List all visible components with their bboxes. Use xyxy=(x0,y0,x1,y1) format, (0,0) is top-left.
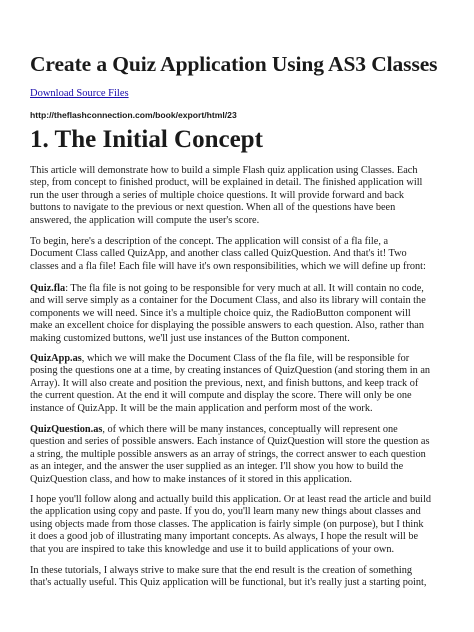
paragraph-intro xyxy=(30,165,458,227)
text-line: question and series of possible answers. Each instance of QuizQuestion will store the question as xyxy=(30,436,430,448)
text-line: using objects made from those classes. The application is fairly simple (on purpose), but I think xyxy=(30,518,424,530)
text-line: step, from concept to finished product, will be explained in detail. The finished application will xyxy=(30,177,423,189)
text-line: that you are inspired to take this knowledge and use it to build applications of your own. xyxy=(30,543,395,555)
text-run: , of which there will be many instances, conceptually will represent one xyxy=(102,424,398,435)
text-line xyxy=(30,353,458,365)
text-line: answered, the application will compute the user's score. xyxy=(30,214,260,226)
paragraph-quizquestion xyxy=(30,424,458,486)
text-line: make an excellent choice for displaying the possible answers to each question. Also, rather than xyxy=(30,320,425,332)
paragraph-quizapp xyxy=(30,353,458,415)
text-run: , which we will make the Document Class of the fla file, will be responsible for xyxy=(81,353,410,364)
text-line: and will serve simply as a container for the Document Class, and also its library will contain the xyxy=(30,295,426,307)
text-run: : The fla file is not going to be responsible for very much at all. It will contain no code, xyxy=(65,283,424,294)
text-line: a string, the multiple possible answers as an array of strings, the correct answer to each question xyxy=(30,448,426,460)
text-line: posing the questions one at a time, by creating instances of QuizQuestion (and storing them in an xyxy=(30,365,431,377)
text-line: Array). It will also create and position the previous, next, and finish buttons, and keep track of xyxy=(30,377,419,389)
section-heading: 1. The Initial Concept xyxy=(30,126,263,153)
paragraph-concept xyxy=(30,236,458,273)
text-line: Document Class called QuizApp, and another class called QuizQuestion. And that's it! Two xyxy=(30,248,407,260)
term-quiz-fla: Quiz.fla xyxy=(30,283,66,294)
page-title: Create a Quiz Application Using AS3 Classes xyxy=(30,52,438,76)
term-quizapp: QuizApp.as xyxy=(30,353,82,364)
download-source-link[interactable]: Download Source Files xyxy=(30,88,129,99)
text-line: the application using copy and paste. If you do, you'll learn many new things about classes and xyxy=(30,506,421,518)
paragraph-follow-along xyxy=(30,494,458,556)
text-line: the current question. At the end it will compute and display the score. There will only be one xyxy=(30,390,412,402)
text-line: This article will demonstrate how to build a simple Flash quiz application using Classes. Each xyxy=(30,165,418,176)
text-line: components we will need. Since it's a multiple choice quiz, the RadioButton component will xyxy=(30,307,411,319)
source-url: http://theflashconnection.com/book/export/html/23 xyxy=(30,110,237,120)
text-line xyxy=(30,424,458,436)
text-line: it does a good job of illustrating many important concepts. As always, I hope the result will be xyxy=(30,531,419,543)
paragraph-quiz-fla xyxy=(30,283,458,345)
text-line: QuizQuestion class, and how to make instances of it stored in this application. xyxy=(30,473,352,485)
text-line: that's actually useful. This Quiz application will be functional, but it's really just a starting point, xyxy=(30,577,427,589)
text-line xyxy=(30,283,458,295)
text-line: To begin, here's a description of the concept. The application will consist of a fla file, a xyxy=(30,236,389,247)
paragraph-tutorials xyxy=(30,565,458,590)
text-line: instance of QuizApp. It will be the main application and perform most of the work. xyxy=(30,402,373,414)
text-line: as an integer, and the answer the user supplied as an integer. I'll show you how to build the xyxy=(30,461,404,473)
text-line: run the user through a series of multiple choice questions. It will provide forward and back xyxy=(30,189,405,201)
term-quizquestion: QuizQuestion.as xyxy=(30,424,103,435)
text-line: In these tutorials, I always strive to make sure that the end result is the creation of something xyxy=(30,565,413,576)
text-line: I hope you'll follow along and actually build this application. Or at least read the article and build xyxy=(30,494,432,505)
text-line: buttons to navigate to the previous or next question. When all of the questions have been xyxy=(30,202,396,214)
text-line: classes and a fla file! Each file will have it's own responsibilities, which we will define up front: xyxy=(30,260,426,272)
text-line: making customized buttons, we'll just use instances of the Button component. xyxy=(30,332,350,344)
